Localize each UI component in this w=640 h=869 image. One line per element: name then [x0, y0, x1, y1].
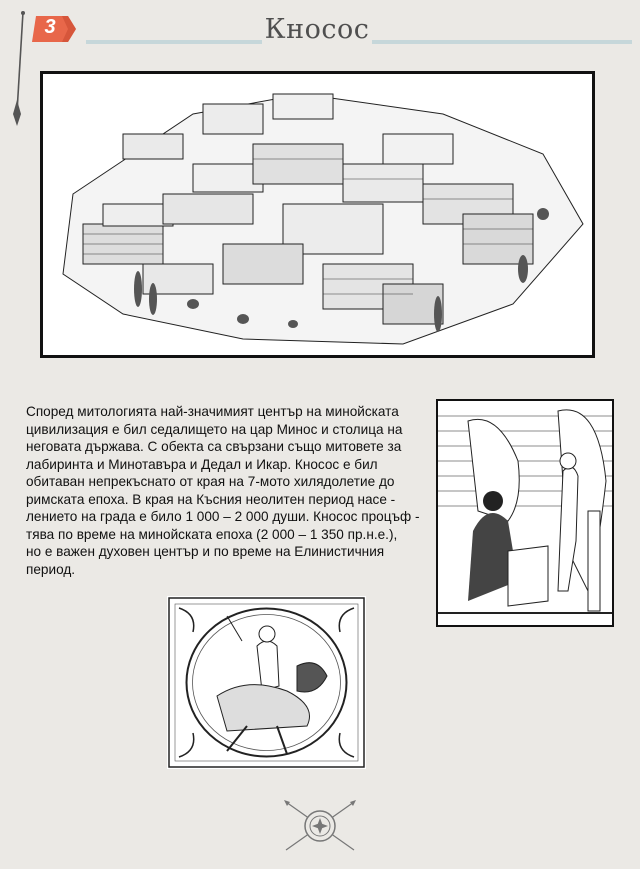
body-line: обитаван непрекъснато от края на 7-мото хилядолетие до [26, 474, 395, 489]
daedalus-icarus-image [436, 399, 614, 627]
body-line: тява по време на минойската епоха (2 000 – 1 350 пр.н.е.), [26, 526, 398, 542]
body-line: лението на града е било 1 000 – 2 000 души. Кносос процъф - [26, 509, 420, 524]
page-title: Кносос [264, 14, 370, 45]
palace-reconstruction-image [40, 71, 595, 358]
body-line: лабиринта и Минотавъра и Дедал и Икар. Кносос е бил [26, 456, 378, 472]
body-line: Според митологията най-значимият център на минойската [26, 404, 399, 419]
body-line: но е важен духовен център и по време на Елинистичния [26, 544, 385, 559]
body-line: римската епоха. В края на Късния неолитен период насе - [26, 491, 396, 507]
body-line: неговата държава. С обекта са свързани също митовете за [26, 439, 402, 454]
theseus-drawing [167, 596, 366, 769]
chapter-number: 3 [44, 16, 56, 38]
palace-drawing [43, 74, 592, 355]
title-rule-left [86, 40, 262, 44]
body-line: цивилизация е бил седалището на цар Минос и столица на [26, 421, 403, 437]
spear-icon [10, 8, 30, 128]
crossed-spears-ornament-icon [280, 798, 360, 854]
body-paragraph [26, 403, 436, 578]
theseus-minotaur-image [167, 596, 366, 769]
title-rule-right [372, 40, 632, 44]
body-line: период. [26, 561, 76, 577]
daedalus-drawing [438, 401, 612, 625]
